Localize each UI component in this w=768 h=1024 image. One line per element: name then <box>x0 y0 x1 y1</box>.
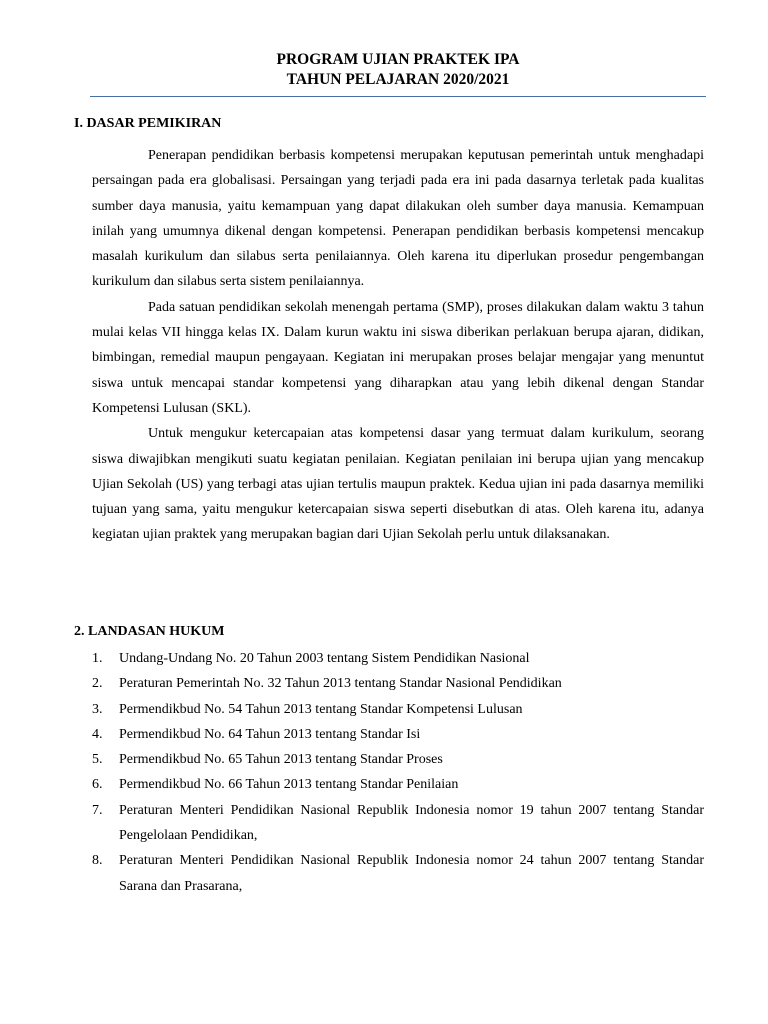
paragraph: Penerapan pendidikan berbasis kompetensi merupakan keputusan pemerintah untuk menghadapi persaingan pada era globalisasi. Persaingan yang terjadi pada era ini pada dasarnya terletak pada kualitas sumber daya manusia, yaitu kemampuan yang dapat dilakukan oleh sumber daya manusia. Kemampuan inilah yang umumnya dikenal dengan kompetensi. Penerapan pendidikan berbasis kompetensi mencakup masalah kurikulum dan silabus serta penilaiannya. Oleh karena itu diperlukan prosedur pengembangan kurikulum dan silabus serta sistem penilaiannya. <box>92 148 704 290</box>
section-heading-landasan-hukum: 2. LANDASAN HUKUM <box>74 624 225 639</box>
list-item-text: Permendikbud No. 64 Tahun 2013 tentang Standar Isi <box>119 726 421 742</box>
list-item <box>92 646 704 671</box>
list-item <box>92 697 704 722</box>
paragraph: Pada satuan pendidikan sekolah menengah pertama (SMP), proses dilakukan dalam waktu 3 tahun mulai kelas VII hingga kelas IX. Dalam kurun waktu ini siswa diberikan perlakuan berupa ajaran, didikan, bimbingan, remedial maupun pengayaan. Kegiatan ini merupakan proses belajar mengajar yang menuntut siswa untuk mencapai standar kompetensi yang diharapkan atau yang lebih dikenal dengan Standar Kompetensi Lulusan (SKL). <box>92 299 704 416</box>
list-item-number: 5. <box>92 752 103 768</box>
document-title <box>90 50 706 90</box>
list-item-text: Undang-Undang No. 20 Tahun 2003 tentang Sistem Pendidikan Nasional <box>119 651 530 666</box>
list-item <box>92 722 704 747</box>
list-item-number: 2. <box>92 676 103 692</box>
list-item-text: Permendikbud No. 54 Tahun 2013 tentang Standar Kompetensi Lulusan <box>119 701 523 717</box>
title-line-2: TAHUN PELAJARAN 2020/2021 <box>286 71 510 88</box>
list-item-text: Permendikbud No. 65 Tahun 2013 tentang Standar Proses <box>119 752 443 768</box>
list-item-number: 1. <box>92 651 103 666</box>
list-item-text: Peraturan Menteri Pendidikan Nasional Republik Indonesia nomor 24 tahun 2007 tentang Standar Sarana dan Prasarana, <box>119 853 704 894</box>
list-item-text: Peraturan Menteri Pendidikan Nasional Republik Indonesia nomor 19 tahun 2007 tentang Standar Pengelolaan Pendidikan, <box>119 802 704 844</box>
list-item <box>92 772 704 797</box>
list-item-number: 7. <box>92 802 103 818</box>
paragraph: Untuk mengukur ketercapaian atas kompetensi dasar yang termuat dalam kurikulum, seorang siswa diwajibkan mengikuti suatu kegiatan penilaian. Kegiatan penilaian ini berupa ujian yang mencakup Ujian Sekolah (US) yang terbagi atas ujian tertulis maupun praktek. Kedua ujian ini pada dasarnya memiliki tujuan yang sama, yaitu mengukur ketercapaian siswa seperti disebutkan di atas. Oleh karena itu, adanya kegiatan ujian praktek yang merupakan bagian dari Ujian Sekolah perlu untuk dilaksanakan. <box>92 426 704 543</box>
section-body-dasar-pemikiran <box>92 143 704 548</box>
list-item-text: Peraturan Pemerintah No. 32 Tahun 2013 tentang Standar Nasional Pendidikan <box>119 676 562 692</box>
title-divider <box>90 96 706 97</box>
list-item <box>92 671 704 696</box>
list-item-number: 3. <box>92 701 103 717</box>
law-list <box>92 646 704 899</box>
list-item <box>92 848 704 899</box>
list-item-number: 6. <box>92 777 103 793</box>
list-item-number: 8. <box>92 853 103 869</box>
section-heading-dasar-pemikiran: I. DASAR PEMIKIRAN <box>74 116 222 131</box>
list-item <box>92 747 704 772</box>
list-item <box>92 798 704 849</box>
title-line-1: PROGRAM UJIAN PRAKTEK IPA <box>276 51 520 68</box>
list-item-number: 4. <box>92 726 103 742</box>
list-item-text: Permendikbud No. 66 Tahun 2013 tentang Standar Penilaian <box>119 777 459 793</box>
